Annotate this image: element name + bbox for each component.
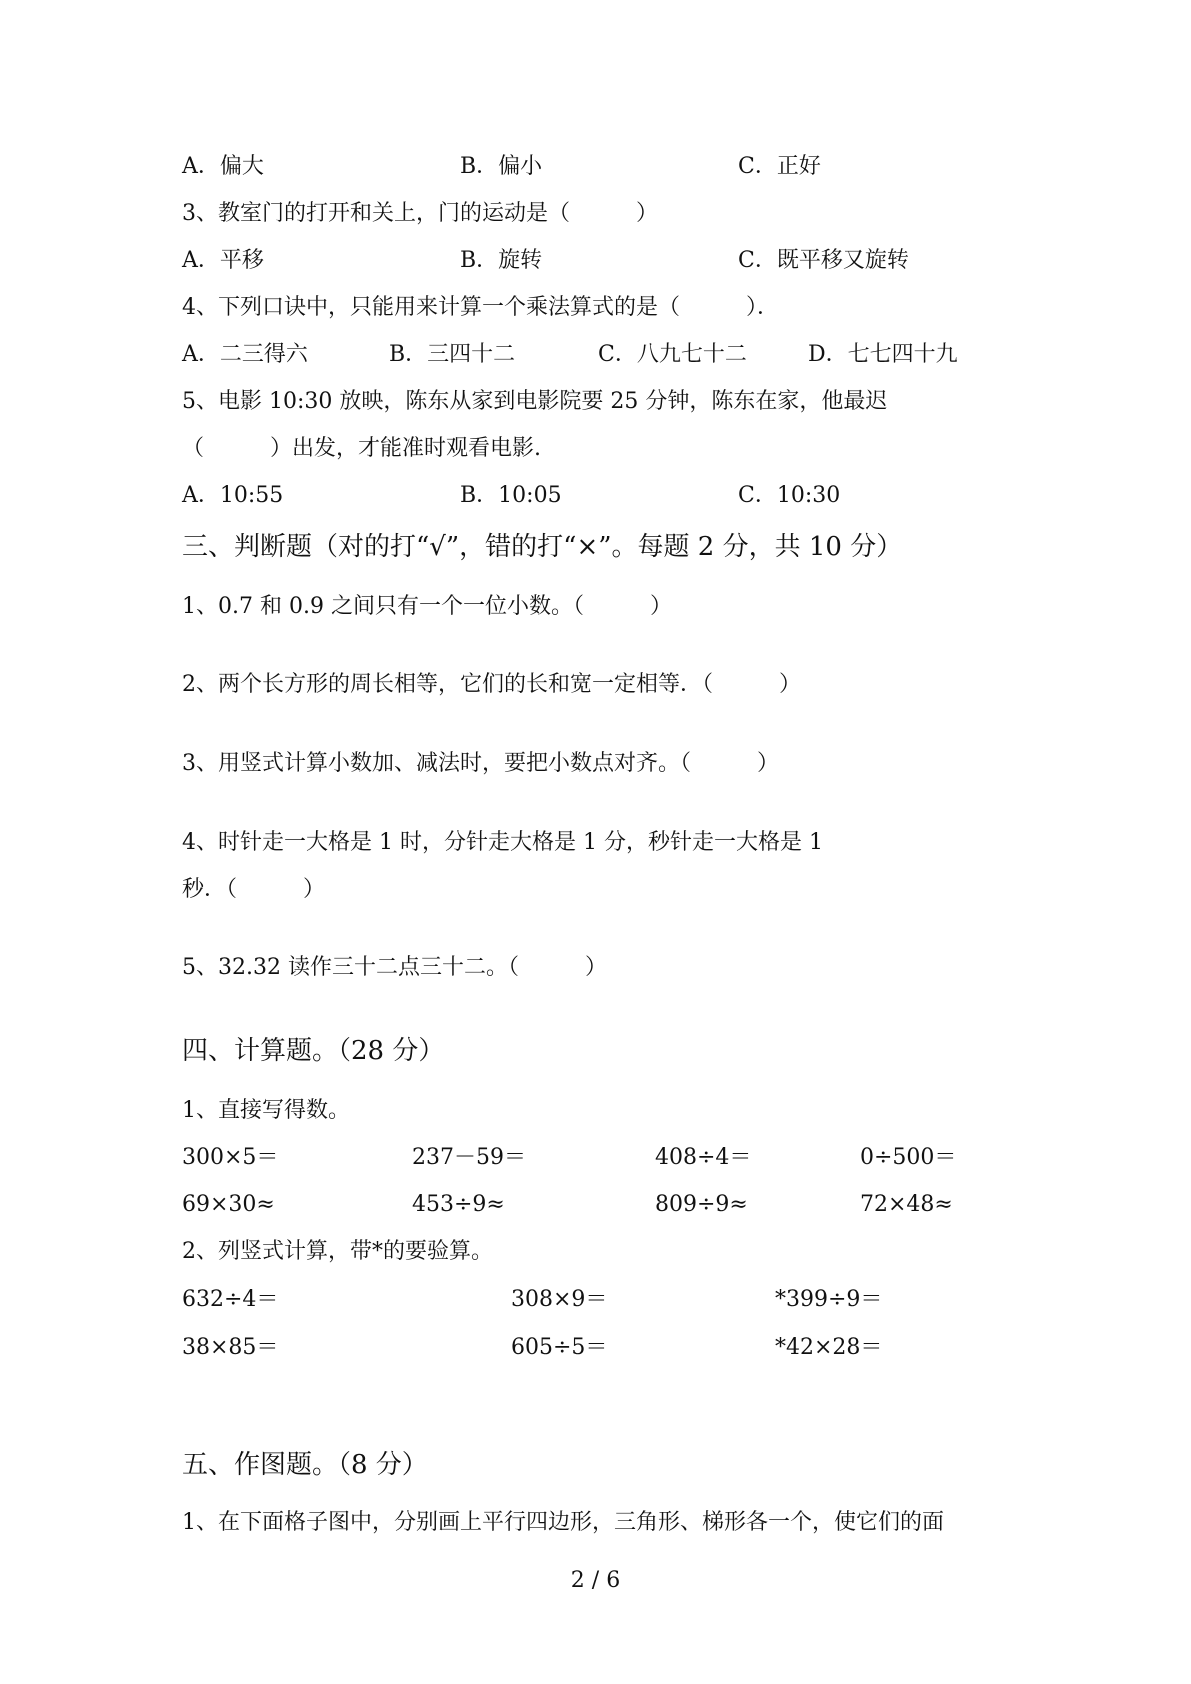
q3-stem: 3、教室门的打开和关上，门的运动是（ ） bbox=[182, 201, 658, 226]
calc-r4-c1: 38×85＝ bbox=[182, 1335, 279, 1360]
calc-r3-c2: 308×9＝ bbox=[511, 1287, 608, 1312]
calc-r1-c4: 0÷500＝ bbox=[860, 1145, 957, 1170]
calc-r1-c1: 300×5＝ bbox=[182, 1145, 279, 1170]
q5-stem-line2: （ ）出发，才能准时观看电影. bbox=[182, 436, 541, 461]
calc-r2-c3: 809÷9≈ bbox=[655, 1192, 748, 1217]
section4-title: 四、计算题。（28 分） bbox=[182, 1036, 445, 1066]
judge-item-2: 2、两个长方形的周长相等，它们的长和宽一定相等．（ ） bbox=[182, 672, 801, 697]
q4-option-a: A．二三得六 bbox=[182, 342, 308, 367]
q4-option-b: B．三四十二 bbox=[389, 342, 516, 367]
calc-sub2-title: 2、列竖式计算，带*的要验算。 bbox=[182, 1239, 493, 1264]
q5-stem-line1: 5、电影 10:30 放映，陈东从家到电影院要 25 分钟，陈东在家，他最迟 bbox=[182, 389, 888, 414]
judge-item-1: 1、0.7 和 0.9 之间只有一个一位小数。（ ） bbox=[182, 594, 672, 619]
q2-option-a: A．偏大 bbox=[182, 154, 264, 179]
calc-r4-c2: 605÷5＝ bbox=[511, 1335, 608, 1360]
q4-option-c: C．八九七十二 bbox=[598, 342, 747, 367]
draw-item-1: 1、在下面格子图中，分别画上平行四边形，三角形、梯形各一个，使它们的面 bbox=[182, 1510, 944, 1535]
q4-stem: 4、下列口诀中，只能用来计算一个乘法算式的是（ ）． bbox=[182, 295, 779, 320]
q2-option-c: C．正好 bbox=[738, 154, 821, 179]
q3-option-c: C．既平移又旋转 bbox=[738, 248, 909, 273]
calc-r2-c1: 69×30≈ bbox=[182, 1192, 275, 1217]
calc-r1-c3: 408÷4＝ bbox=[655, 1145, 752, 1170]
q3-option-a: A．平移 bbox=[182, 248, 264, 273]
q5-option-c: C．10:30 bbox=[738, 483, 841, 508]
q2-option-b: B．偏小 bbox=[460, 154, 543, 179]
q5-option-b: B．10:05 bbox=[460, 483, 562, 508]
section3-title: 三、判断题（对的打“√”，错的打“×”。每题 2 分，共 10 分） bbox=[182, 532, 903, 562]
calc-r3-c1: 632÷4＝ bbox=[182, 1287, 279, 1312]
q5-option-a: A．10:55 bbox=[182, 483, 284, 508]
judge-item-4-line1: 4、时针走一大格是 1 时，分针走大格是 1 分，秒针走一大格是 1 bbox=[182, 830, 823, 855]
calc-r2-c2: 453÷9≈ bbox=[412, 1192, 505, 1217]
judge-item-4-line2: 秒．（ ） bbox=[182, 877, 326, 902]
section5-title: 五、作图题。（8 分） bbox=[182, 1450, 428, 1480]
calc-r2-c4: 72×48≈ bbox=[860, 1192, 953, 1217]
calc-r4-c3: *42×28＝ bbox=[775, 1335, 883, 1360]
q4-option-d: D．七七四十九 bbox=[808, 342, 958, 367]
calc-sub1-title: 1、直接写得数。 bbox=[182, 1098, 350, 1123]
page-number: 2 / 6 bbox=[570, 1568, 621, 1593]
calc-r3-c3: *399÷9＝ bbox=[775, 1287, 883, 1312]
q3-option-b: B．旋转 bbox=[460, 248, 543, 273]
judge-item-5: 5、32.32 读作三十二点三十二。（ ） bbox=[182, 955, 607, 980]
calc-r1-c2: 237－59＝ bbox=[412, 1145, 526, 1170]
judge-item-3: 3、用竖式计算小数加、减法时，要把小数点对齐。（ ） bbox=[182, 751, 779, 776]
